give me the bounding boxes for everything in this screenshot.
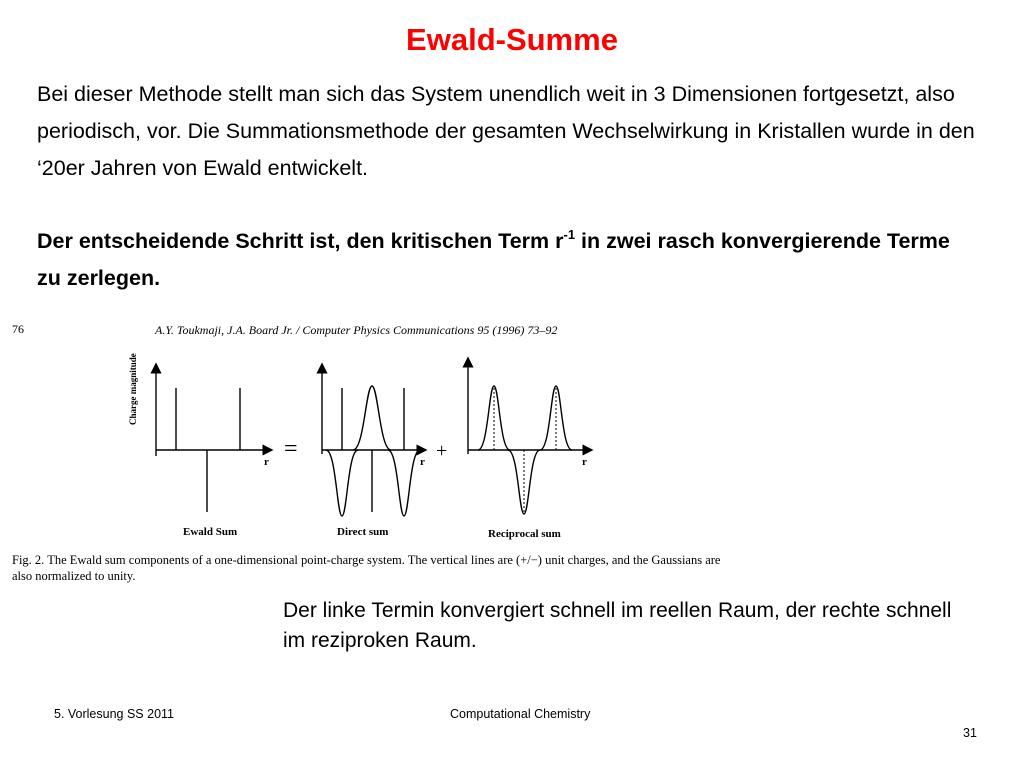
direct-gaussian-down-2 [388,450,420,516]
key-step-text-start: Der entscheidende Schritt ist, den kritischen Term r [37,229,564,253]
note-paragraph: Der linke Termin konvergiert schnell im reellen Raum, der rechte schnell im reziproken Raum. [283,599,952,652]
key-step-text-end: in zwei rasch konvergierende Terme zu zerlegen. [37,229,950,290]
panel-label-reciprocal: Reciprocal sum [488,528,561,540]
equals-sign: = [284,436,298,462]
footer-course: Computational Chemistry [450,707,591,721]
figure-caption: Fig. 2. The Ewald sum components of a one-dimensional point-charge system. The vertical lines are (+/−) unit charges, and the Gaussians are also normalized to unity. [12,553,721,583]
ewald-sum-figure [10,318,740,588]
intro-paragraph: Bei dieser Methode stellt man sich das System unendlich weit in 3 Dimensionen fortgesetzt, also periodisch, vor. Die Summationsmethode der gesamten Wechselwirkung in Kristallen wurde in den ‘20er Jahren von Ewald entwickelt. [37,82,975,180]
reciprocal-x-label: r [582,456,587,468]
exponent: -1 [563,227,576,242]
figure-y-axis-label: Charge magnitude [128,353,138,425]
panel-label-direct: Direct sum [337,526,389,538]
direct-x-label: r [420,456,425,468]
direct-gaussian-up [353,386,391,450]
slide-title: Ewald-Summe [406,22,618,57]
direct-gaussian-down-1 [326,450,358,516]
footer-lecture: 5. Vorlesung SS 2011 [54,707,174,721]
figure-citation: A.Y. Toukmaji, J.A. Board Jr. / Computer Physics Communications 95 (1996) 73–92 [155,323,558,337]
ewald-x-label: r [264,456,269,468]
panel-label-ewald: Ewald Sum [183,526,238,538]
key-step-paragraph [37,223,977,297]
ewald-diagram [10,318,740,588]
figure-page-number: 76 [12,322,24,336]
slide-number: 31 [963,726,977,740]
plus-sign: + [436,440,448,462]
